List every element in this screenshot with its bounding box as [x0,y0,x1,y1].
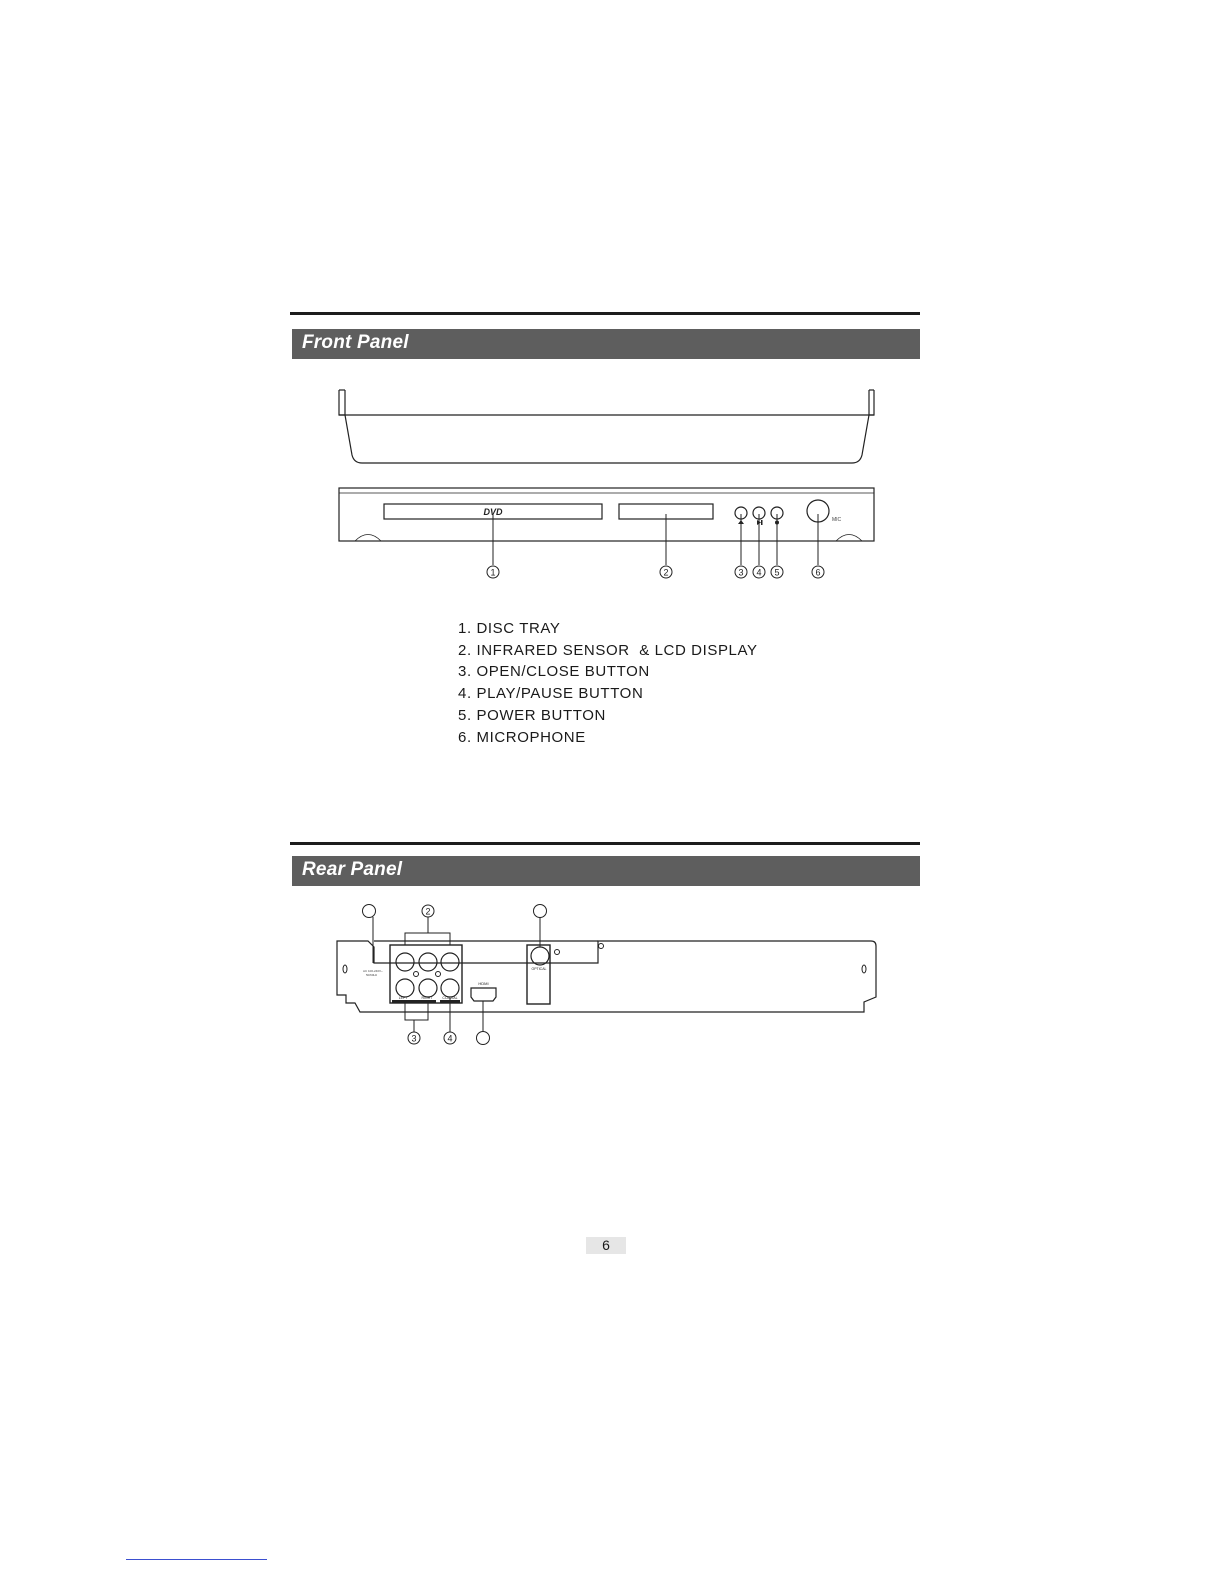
ypbpr-jack-1 [419,953,437,971]
callout-5 [771,566,783,578]
power-cord-label: 50/60Hz [366,973,378,977]
rear-leader-lines [373,917,540,1032]
front-panel-title: Front Panel [302,332,409,353]
callout-6-number: 6 [815,567,821,578]
front-leader-lines [493,514,818,565]
rear-callout-4-number: 4 [447,1033,453,1044]
callout-2-number: 2 [663,567,669,578]
rear-callout-blank [363,905,376,918]
video-jack [396,953,414,971]
callout-3-number: 3 [738,567,744,578]
callout-2 [660,566,672,578]
output-jack [531,947,549,965]
player-front-face [339,488,874,541]
screw-dot [436,972,441,977]
power-cord-label: AC 100-240V~ [363,969,383,973]
label-strip [392,1000,436,1003]
rear-callout-blank [477,1032,490,1045]
coaxial-jack-label: COAXIAL [442,996,458,1000]
rear-callout-3 [408,1032,420,1044]
screw-dot [555,950,560,955]
output-label: OPTICAL [531,967,547,971]
callout-1 [487,566,499,578]
mic-label: MIC [832,517,842,523]
right-jack-label: RIGHT [421,996,433,1000]
rear-panel-title: Rear Panel [302,859,403,880]
player-top-view [339,390,874,463]
screw-dot [414,972,419,977]
rear-callout-4 [444,1032,456,1044]
legend-item: 4. PLAY/PAUSE BUTTON [458,685,644,703]
legend-item: 3. OPEN/CLOSE BUTTON [458,663,650,681]
ypbpr-jack-2 [441,953,459,971]
legend-item: 5. POWER BUTTON [458,706,606,724]
mount-hole-right [862,965,866,973]
coaxial-jack [441,979,459,997]
callout-5-number: 5 [774,567,780,578]
front-panel-legend [458,618,758,748]
callout-4-number: 4 [756,567,762,578]
rear-callout-2 [422,905,434,917]
audio-right-jack [419,979,437,997]
rear-callout-3-number: 3 [411,1033,417,1044]
callout-3 [735,566,747,578]
rear-callout-2-number: 2 [425,906,431,917]
callout-1-number: 1 [490,567,496,578]
callout-6 [812,566,824,578]
legend-item: 6. MICROPHONE [458,728,586,746]
mount-hole-left [343,965,347,973]
front-panel-diagram [0,0,1224,600]
rear-callout-blank [534,905,547,918]
rear-panel-diagram [0,895,1224,1065]
footer-link-underline[interactable] [126,1559,267,1560]
page-number: 6 [586,1237,626,1254]
screw-hole [599,944,604,949]
rear-panel-top-rule [290,842,920,845]
hdmi-label: HDMI [478,981,489,986]
rear-panel-header [292,856,920,886]
audio-left-jack [396,979,414,997]
left-jack-label: LEFT [398,996,408,1000]
output-block [527,945,550,1004]
hdmi-port [471,988,496,1001]
legend-item: 1. DISC TRAY [458,620,561,637]
dvd-logo: DVD [483,507,503,517]
legend-item: 2. INFRARED SENSOR & LCD DISPLAY [458,641,758,659]
callout-4 [753,566,765,578]
